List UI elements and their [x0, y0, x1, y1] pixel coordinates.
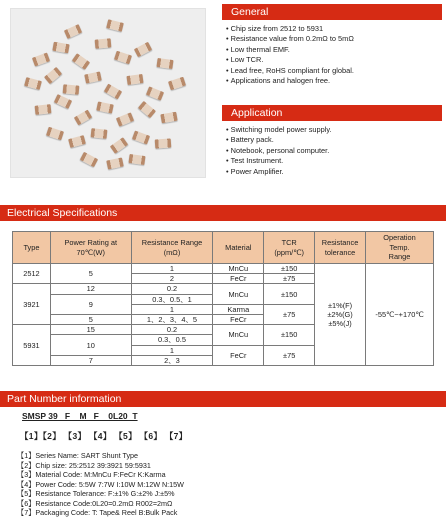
power-cell: 15 [50, 325, 131, 335]
range-cell: 2、3 [131, 355, 213, 365]
list-item: • Low TCR. [226, 55, 354, 65]
type-cell: 5931 [13, 325, 51, 366]
th-op-temp: Operation Temp. Range [366, 232, 434, 264]
tolerance-cell: ±1%(F) ±2%(G) ±5%(J) [315, 264, 366, 366]
power-cell: 5 [50, 314, 131, 324]
material-cell: FeCr [213, 345, 264, 365]
list-item: • Lead free, RoHS compliant for global. [226, 66, 354, 76]
application-list [226, 125, 332, 177]
spec-table [12, 231, 434, 366]
power-cell: 9 [50, 294, 131, 314]
list-item: • Low thermal EMF. [226, 45, 354, 55]
material-cell: FeCr [213, 314, 264, 324]
range-cell: 0.2 [131, 284, 213, 294]
list-item: 【2】Chip size: 25:2512 39:3921 59:5931 [17, 460, 151, 470]
list-item: 【5】Resistance Tolerance: F:±1% G:±2% J:±5% [17, 489, 175, 499]
th-tolerance: Resistance tolerance [315, 232, 366, 264]
material-cell: Karma [213, 304, 264, 314]
list-item: 【7】Packaging Code: T: Tape& Reel B:Bulk Pack [17, 508, 178, 518]
table-row [13, 264, 434, 274]
range-cell: 1、2、3、4、5 [131, 314, 213, 324]
general-list [226, 24, 354, 86]
list-item: 【4】Power Code: 5:5W 7:7W I:10W M:12W N:15W [17, 479, 184, 489]
type-cell: 3921 [13, 284, 51, 325]
tcr-cell: ±150 [264, 284, 315, 304]
range-cell: 0.3、0.5、1 [131, 294, 213, 304]
th-tcr: TCR (ppm/℃) [264, 232, 315, 264]
list-item: • Switching model power supply. [226, 125, 332, 135]
power-cell: 7 [50, 355, 131, 365]
th-type: Type [13, 232, 51, 264]
op-temp-cell: -55℃~+170℃ [366, 264, 434, 366]
th-material: Material [213, 232, 264, 264]
material-cell: MnCu [213, 284, 264, 304]
tcr-cell: ±150 [264, 264, 315, 274]
range-cell: 0.3、0.5 [131, 335, 213, 345]
material-cell: MnCu [213, 264, 264, 274]
list-item: • Chip size from 2512 to 5931 [226, 24, 354, 34]
list-item: • Test Instrument. [226, 156, 332, 166]
part-number-code: SMSP 39 F M F 0L20 T [22, 411, 138, 421]
application-header: Application [222, 105, 442, 121]
tcr-cell: ±75 [264, 304, 315, 324]
tcr-cell: ±75 [264, 274, 315, 284]
product-photo [10, 8, 206, 178]
type-cell: 2512 [13, 264, 51, 284]
range-cell: 1 [131, 345, 213, 355]
part-number-notes [17, 451, 184, 518]
power-cell: 5 [50, 264, 131, 284]
list-item: 【3】Material Code: M:MnCu F:FeCr K:Karma [17, 470, 166, 480]
list-item: • Resistance value from 0.2mΩ to 5mΩ [226, 34, 354, 44]
power-cell: 10 [50, 335, 131, 355]
list-item: • Battery pack. [226, 135, 332, 145]
part-number-indices: 【1】【2】 【3】 【4】 【5】 【6】 【7】 [20, 431, 188, 441]
tcr-cell: ±75 [264, 345, 315, 365]
part-number-header: Part Number information [0, 391, 446, 407]
list-item: • Applications and halogen free. [226, 76, 354, 86]
list-item: • Power Amplifier. [226, 167, 332, 177]
list-item: 【6】Resistance Code:0L20=0.2mΩ R002=2mΩ [17, 498, 173, 508]
material-cell: FeCr [213, 274, 264, 284]
th-range: Resistance Range (mΩ) [131, 232, 213, 264]
list-item: 【1】Series Name: SART Shunt Type [17, 451, 139, 460]
list-item: • Notebook, personal computer. [226, 146, 332, 156]
range-cell: 2 [131, 274, 213, 284]
range-cell: 1 [131, 304, 213, 314]
th-power: Power Rating at 70℃(W) [50, 232, 131, 264]
tcr-cell: ±150 [264, 325, 315, 345]
electrical-header: Electrical Specifications [0, 205, 446, 221]
range-cell: 0.2 [131, 325, 213, 335]
power-cell: 12 [50, 284, 131, 294]
range-cell: 1 [131, 264, 213, 274]
general-header: General [222, 4, 442, 20]
table-header-row [13, 232, 434, 264]
material-cell: MnCu [213, 325, 264, 345]
